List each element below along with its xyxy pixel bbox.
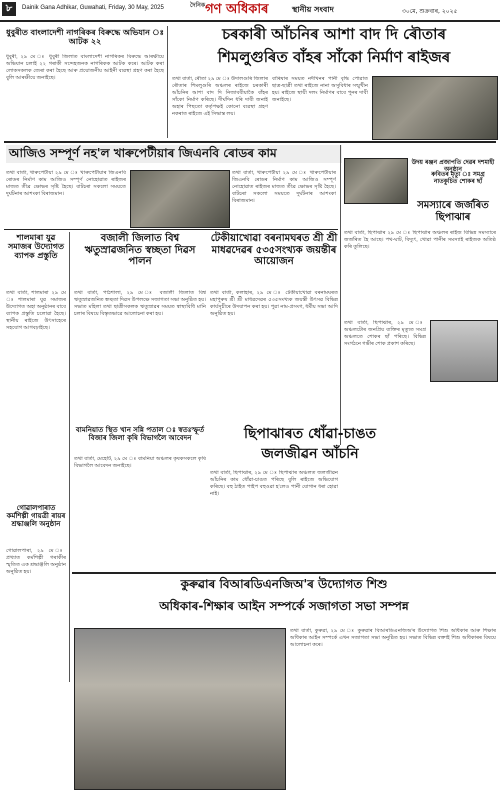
main-body-left: তথা বাৰ্তা, ৰৌতা ২৯ মে ঃ উদালগুৰি জিলাৰ ৰৌতাৰ শিমলুগুৰি অঞ্চলৰ ৰাইজে চৰকাৰী আঁচনিৰ আশা বাদ দি নিজাববীয়াকৈ বাঁহৰ সাঁকো নিৰ্মাণ কৰিছে। দীৰ্ঘদিন ধৰি দাবী জনাই অহাৰ পিছতো কৰ্তৃপক্ষই কোনো ব্যৱস্থা গ্ৰহণ নকৰাত ৰাইজে এই সিদ্ধান্ত লয়। xyxy=(172,76,268,117)
column-divider xyxy=(167,26,168,138)
shalmara-headline: শালমাৰা যুৱ সমাজৰ উদ্যোগত ব্যাপক প্ৰস্তুতি xyxy=(7,233,65,261)
road-body: তথা বাৰ্তা, খাৰুপেটীয়া ২৯ মে ঃ খাৰুপেটীয়াৰ জিএনবি ৰোডৰ নিৰ্মাণ কাম আজিও সম্পূৰ্ণ নোহোৱাত ৰাইজৰ মাজত তীব্ৰ ক্ষোভৰ সৃষ্টি হৈছে। বাটচৰা সকলো সময়তে দুৰ্ঘটনাৰ আশংকা বিৰাজমান। xyxy=(6,170,126,197)
column-divider xyxy=(69,232,70,682)
goalpara-headline: গোৱালপাৰাত কৰ্মশিল্পী গায়ত্ৰী ৰায়ৰ শ্ৰদ্ধাঞ্জলি অনুষ্ঠান xyxy=(6,504,66,529)
bamboo-bridge-photo xyxy=(372,76,498,140)
shipajhar-photo xyxy=(344,158,408,204)
awareness-meeting-photo xyxy=(74,628,286,790)
child-rights-headline-line1: কুৰুৱাৰ বিআৰডিএনজিঅ'ৰ উদ্যোগত শিশু xyxy=(180,577,388,591)
jaljivan-headline-line2: জলজীৱন আঁচনি xyxy=(261,446,359,462)
madhabdev-body: তথা বাৰ্তা, কলাহাৰ, ২৯ মে ঃ টেকীয়াখোৱা বৰনামঘৰত মহাপুৰুষ শ্ৰী শ্ৰী মাধৱদেৱৰ ৫৩৫সংখ্যক জয়ন্তী উৎসৱ বিভিন্ন কাৰ্যসূচীৰে উদযাপন কৰা হয়। পুৱা নাম-প্ৰসংগ, ধৰ্মীয় সভা আদি অনুষ্ঠিত হয়। xyxy=(210,290,338,317)
samasya-headline: সমস্যাৰে জৰ্জৰিত ছিপাঝাৰ xyxy=(417,200,489,223)
shalmara-body: তথা বাৰ্তা, শালমাৰা ২৯ মে ঃ শালমাৰা যুৱ সমাজৰ উদ্যোগত অহা অনুষ্ঠানৰ বাবে ব্যাপক প্ৰস্তুতি চলোৱা হৈছে। স্থানীয় ৰাইজে উৎসাহেৰে সহযোগ আগবঢ়াইছে। xyxy=(6,290,66,331)
obituary-portrait xyxy=(430,320,498,382)
column-divider xyxy=(340,145,341,445)
bajali-headline: বজালী জিলাত বিশ্ব ঋতুস্ৰাৱজনিত স্বচ্ছতা দিৱস পালন xyxy=(84,233,196,267)
bamnigaon-body: তথা বাৰ্তা, মেহেটি, ২৯ মে ঃ বামনিয়া অঞ্চলৰ কৃষকসকলে কৃষি বিভাগলৈ আবেদন জনাইছে। xyxy=(74,456,206,469)
dhubri-body: ধুবুৰী, ২৯ মে ঃ ধুবুৰী জিলাত বাংলাদেশী নাগৰিকৰ বিৰুদ্ধে আৰক্ষীয়ে অভিযান চলাই ২২ গৰাকী সন্দেহজনক নাগৰিকক আটক কৰে। আটক কৰা লোকসকলক জেৰা কৰা হৈছে আৰু প্ৰয়োজনীয় আইনী ব্যৱস্থা গ্ৰহণ কৰা হৈছে বুলি আৰক্ষীয়ে জনাইছে। xyxy=(6,54,164,81)
section-rule xyxy=(4,229,338,230)
road-headline: আজিও সম্পূৰ্ণ নহ'ল খাৰুপেটীয়াৰ জিএনবি ৰোডৰ কাম xyxy=(6,145,342,163)
bajali-body: তথা বাৰ্তা, পাঠশালা, ২৯ মে ঃ বজালী জিলাত বিশ্ব ঋতুস্ৰাৱজনিত স্বচ্ছতা দিৱস উপলক্ষে সজাগতা সভা অনুষ্ঠিত হয়। সভাত মহিলা তথা ছাত্ৰীসকলক ঋতুস্ৰাৱৰ সময়ত স্বাস্থ্যবিধি মানি চলাৰ বিষয়ে বিস্তৃতভাৱে আলোচনা কৰা হয়। xyxy=(74,290,206,317)
madhabdev-headline: টেকীয়াখোৱা বৰনামঘৰত শ্ৰী শ্ৰী মাধৱদেৱৰ ৫৩৫সংখ্যক জয়ন্তীৰ আয়োজন xyxy=(210,233,338,267)
main-body-right: বাৰিষাৰ সময়ত নদীখনৰ পানী বৃদ্ধি পোৱাত ছাত্ৰ-ছাত্ৰী তথা ৰাইজে নানা অসুবিধাৰ সন্মুখীন হয়। ৰাইজে স্থায়ী দলং নিৰ্মাণৰ বাবে পুনৰ দাবী জনাইছে। xyxy=(272,76,368,103)
road-body-continued: তথা বাৰ্তা, খাৰুপেটীয়া ২৯ মে ঃ খাৰুপেটীয়াৰ জিএনবি ৰোডৰ নিৰ্মাণ কাম আজিও সম্পূৰ্ণ নোহোৱাত ৰাইজৰ মাজত তীব্ৰ ক্ষোভৰ সৃষ্টি হৈছে। বাটচৰা সকলো সময়তে দুৰ্ঘটনাৰ আশংকা বিৰাজমান। xyxy=(232,170,336,204)
main-headline-line1: চৰকাৰী আঁচনিৰ আশা বাদ দি ৰৌতাৰ xyxy=(222,25,446,43)
main-headline-line2: শিমলুগুৰিত বাঁহৰ সাঁকো নিৰ্মাণ ৰাইজৰ xyxy=(217,48,451,66)
jaljivan-headline-line1: ছিপাঝাৰত ধোঁৱা-চাঙত xyxy=(243,426,376,442)
samasya-body: তথা বাৰ্তা, ছিপাঝাৰ ২৯ মে ঃ ছিপাঝাৰ অঞ্চলৰ ৰাইজ বিভিন্ন সমস্যাৰে জৰ্জৰিত হৈ আছে। পথ-ঘাট, বিদ্যুৎ, খোৱা পানীৰ সমস্যাই ৰাইজক অতিষ্ঠ কৰি তুলিছে। xyxy=(344,230,496,250)
section-rule xyxy=(4,141,496,143)
section-rule xyxy=(72,572,496,574)
road-photo xyxy=(130,170,230,228)
jaljivan-body: তথা বাৰ্তা, ছিপাঝাৰ, ২৯ মে ঃ ছিপাঝাৰ অঞ্চলত জলজীৱন আঁচনিৰ কাম ধোঁৱা-চাঙত পৰিছে বুলি ৰাইজে অভিযোগ কৰিছে। বহু ঠাইত পাইপ বহুওৱা হ'লেও পানী যোগান ধৰা হোৱা নাই। xyxy=(210,470,338,497)
child-rights-body: তথা বাৰ্তা, কুৰুৱা, ২৯ মে ঃ কুৰুৱাৰ বিআৰডিএনজিঅ'ৰ উদ্যোগত শিশু অধিকাৰ আৰু শিক্ষাৰ অধিকাৰ আইন সম্পৰ্কে এখন সজাগতা সভা অনুষ্ঠিত হয়। সভাত বিভিন্ন বক্তাই শিশু অধিকাৰৰ বিষয়ে আলোচনা কৰে। xyxy=(290,628,496,648)
child-rights-headline-line2: অধিকাৰ-শিক্ষাৰ আইন সম্পৰ্কে সজাগতা সভা সম্পন্ন xyxy=(159,599,409,613)
obituary-headline: উদয় ৰঞ্জন প্ৰজাপতি দেৱৰ দশমাহী অনুষ্ঠান xyxy=(411,159,495,173)
obituary-subhead: ৰুবিতৰ মৃত্যু ঃ সমগ্ৰ নাতকুচিত শোকৰ ছাঁ xyxy=(431,171,485,185)
section-title: স্থানীয় সংবাদ xyxy=(292,5,334,14)
dhubri-headline: ধুবুৰীত বাংলাদেশী নাগৰিকৰ বিৰুদ্ধে অভিযান ঃ আটক ২২ xyxy=(6,28,164,47)
page-number: ৮ xyxy=(2,2,16,16)
newspaper-logo: $^{দৈনিক}$গণ অধিকাৰ xyxy=(190,2,269,17)
obituary-body: তথা বাৰ্তা, ছিপাঝাৰ, ২৯ মে ঃ অঞ্চলটোৰ জনপ্ৰিয় ব্যক্তিৰ মৃত্যুত সমগ্ৰ অঞ্চলতে শোকৰ ছাঁ পৰিছে। বিভিন্ন সংগঠনে গভীৰ শোক প্ৰকাশ কৰিছে। xyxy=(344,320,426,347)
date-line: ৩০মে, শুক্ৰবাৰ, ২০২৫ xyxy=(402,8,458,15)
bamnigaon-headline: বামনিয়াত স্থিত খান সন্নি পতাল ঃ স্বতঃস্ফূৰ্ত বিজাৰ জিলা কৃষি বিভাগলৈ আবেদন xyxy=(75,426,205,443)
goalpara-body: গোৱালপাৰা, ২৯ মে ঃ প্ৰখ্যাত কৰ্মশিল্পী গৰাকীৰ স্মৃতিত এক শ্ৰদ্ধাঞ্জলি অনুষ্ঠান অনুষ্ঠিত হয়। xyxy=(6,548,66,575)
edition-line: Dainik Gana Adhikar, Guwahati, Friday, 30 May, 2025 xyxy=(22,5,164,11)
